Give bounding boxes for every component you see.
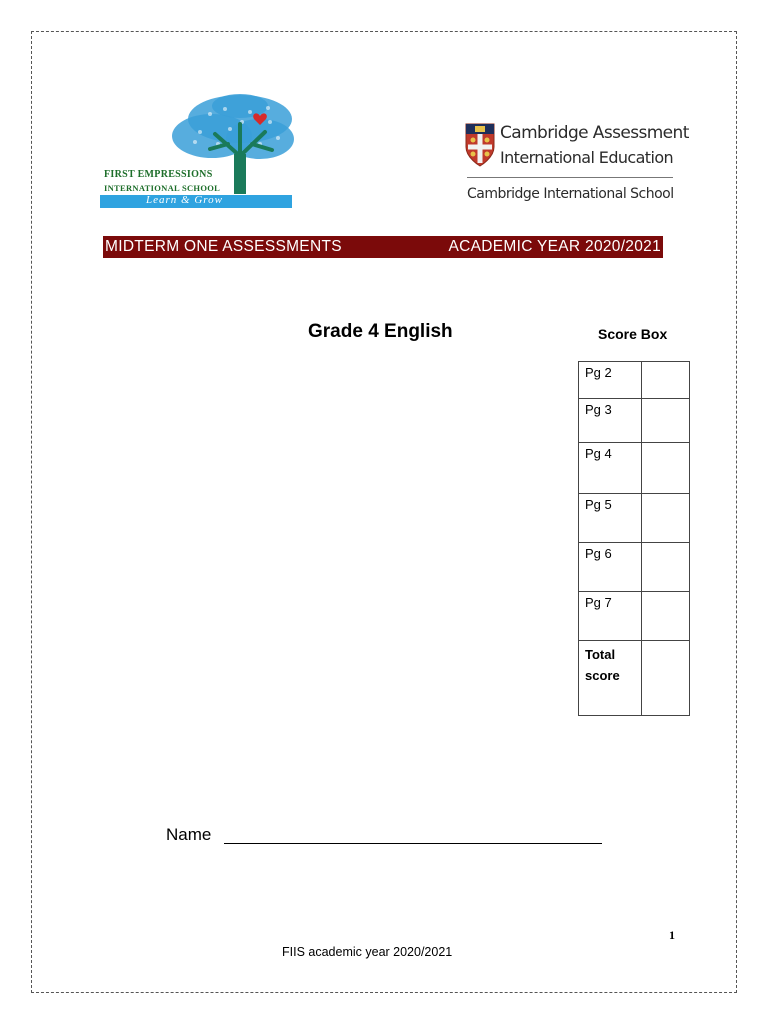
total-score-cell[interactable] (642, 641, 690, 716)
score-row (579, 443, 690, 494)
total-score-label: Total score (579, 641, 642, 716)
score-table (578, 361, 690, 716)
school-name-line1: FIRST EMPRESSIONS (104, 169, 213, 180)
score-cell[interactable] (642, 399, 690, 443)
score-row (579, 543, 690, 592)
score-row (579, 494, 690, 543)
score-row-label: Pg 3 (579, 399, 642, 443)
score-row-label: Pg 6 (579, 543, 642, 592)
score-row (579, 362, 690, 399)
assessment-banner (103, 236, 663, 258)
score-row-label: Pg 2 (579, 362, 642, 399)
banner-right-text: ACADEMIC YEAR 2020/2021 (448, 238, 661, 255)
score-row (579, 592, 690, 641)
banner-left-text: MIDTERM ONE ASSESSMENTS (105, 238, 342, 255)
cambridge-logo (465, 121, 689, 211)
cambridge-divider (467, 177, 673, 178)
score-box-title: Score Box (598, 326, 668, 342)
score-row-total (579, 641, 690, 716)
score-row-label: Pg 4 (579, 443, 642, 494)
score-row-label: Pg 5 (579, 494, 642, 543)
score-cell[interactable] (642, 494, 690, 543)
cambridge-shield-icon (465, 123, 495, 167)
school-logo (100, 94, 295, 210)
cambridge-name-line2: International Education (500, 148, 674, 167)
footer-text: FIIS academic year 2020/2021 (282, 945, 453, 959)
score-row-label: Pg 7 (579, 592, 642, 641)
school-name-line2: INTERNATIONAL SCHOOL (104, 183, 221, 193)
name-field[interactable] (224, 843, 602, 844)
score-cell[interactable] (642, 443, 690, 494)
name-label: Name (166, 825, 212, 844)
score-cell[interactable] (642, 362, 690, 399)
score-cell[interactable] (642, 592, 690, 641)
score-cell[interactable] (642, 543, 690, 592)
cambridge-school-line: Cambridge International School (467, 186, 674, 202)
score-row (579, 399, 690, 443)
page-title: Grade 4 English (308, 321, 453, 342)
school-tagline: Learn & Grow (146, 194, 223, 206)
page-number: 1 (669, 928, 675, 942)
cambridge-name-line1: Cambridge Assessment (500, 123, 689, 143)
